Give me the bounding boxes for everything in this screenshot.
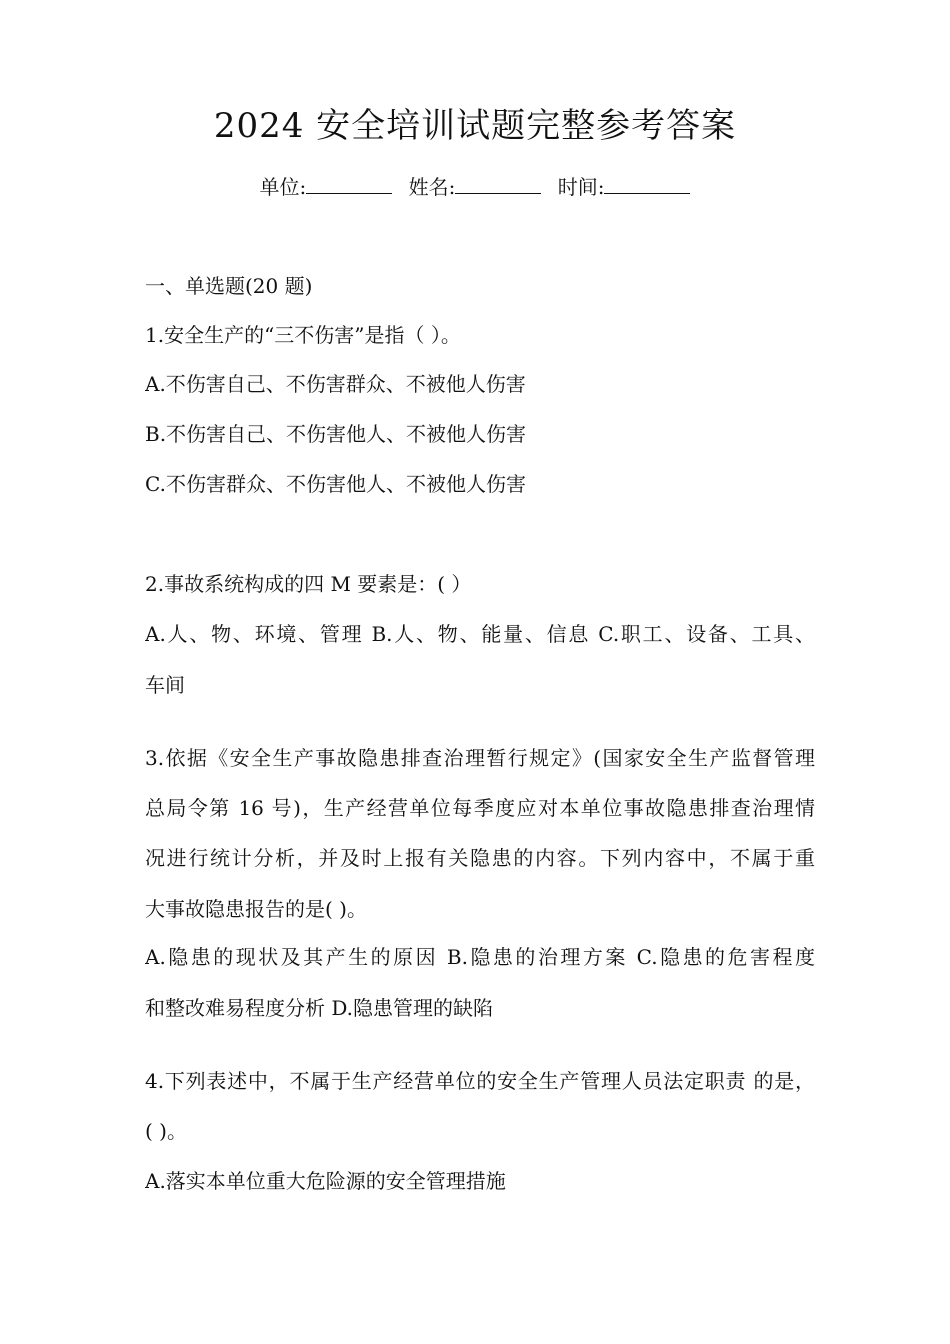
question-4-cont: ( )。 <box>145 1119 187 1143</box>
question-3-options: A.隐患的现状及其产生的原因 B.隐患的治理方案 C.隐患的危害程度 <box>145 945 815 969</box>
question-3-options-cont: 和整改难易程度分析 D.隐患管理的缺陷 <box>145 996 494 1020</box>
info-line <box>0 171 950 203</box>
unit-field <box>260 175 393 199</box>
question-1-option-b: B.不伤害自己、不伤害他人、不被他人伤害 <box>145 422 527 446</box>
name-blank <box>455 173 541 194</box>
unit-label: 单位: <box>259 175 307 199</box>
unit-blank <box>306 173 392 194</box>
question-2: 2.事故系统构成的四 M 要素是：( ） <box>145 572 472 596</box>
question-3-line-4: 大事故隐患报告的是( )。 <box>145 897 367 921</box>
time-field <box>558 175 691 199</box>
question-1: 1.安全生产的“三不伤害”是指（ ）。 <box>145 323 461 347</box>
section-heading: 一、单选题(20 题) <box>145 274 313 298</box>
question-3-line-1: 3.依据《安全生产事故隐患排查治理暂行规定》(国家安全生产监督管理 <box>145 746 815 770</box>
name-field <box>409 175 542 199</box>
question-1-option-a: A.不伤害自己、不伤害群众、不被他人伤害 <box>145 372 526 396</box>
question-2-options: A.人、物、环境、管理 B.人、物、能量、信息 C.职工、设备、工具、 <box>145 622 815 646</box>
question-4-option-a: A.落实本单位重大危险源的安全管理措施 <box>145 1169 506 1193</box>
name-label: 姓名: <box>408 175 456 199</box>
question-4: 4.下列表述中，不属于生产经营单位的安全生产管理人员法定职责 的是， <box>145 1069 815 1093</box>
document-title: 2024 安全培训试题完整参考答案 <box>213 106 737 146</box>
question-3-line-3: 况进行统计分析，并及时上报有关隐患的内容。下列内容中，不属于重 <box>145 846 815 870</box>
question-2-options-cont: 车间 <box>145 673 185 697</box>
question-3-line-2: 总局令第 16 号)，生产经营单位每季度应对本单位事故隐患排查治理情 <box>145 796 815 820</box>
time-label: 时间: <box>557 175 605 199</box>
time-blank <box>604 173 690 194</box>
question-1-option-c: C.不伤害群众、不伤害他人、不被他人伤害 <box>145 472 526 496</box>
